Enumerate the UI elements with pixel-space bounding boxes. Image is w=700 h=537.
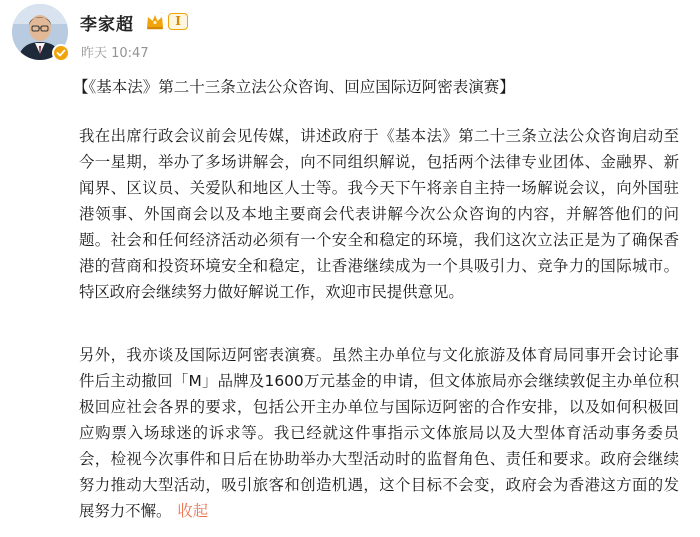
post-paragraph-1: 我在出席行政会议前会见传媒，讲述政府于《基本法》第二十三条立法公众咨询启动至今一星期，举办了多场讲解会，向不同组织解说，包括两个法律专业团体、金融界、新闻界、区议员、关爱队和地区人士等。我今天下午将亲自主持一场解说会议，向外国驻港领事、外国商会以及本地主要商会代表讲解今次公众咨询的内容，并解答他们的问题。社会和任何经济活动必须有一个安全和稳定的环境，我们这次立法正是为了确保香港的营商和投资环境安全和稳定，让香港继续成为一个具吸引力、竞争力的国际城市。特区政府会继续努力做好解说工作，欢迎市民提供意见。 — [79, 127, 679, 301]
author-name[interactable]: 李家超 — [80, 15, 134, 35]
collapse-link[interactable]: 收起 — [177, 502, 209, 520]
post-timestamp[interactable]: 昨天 10:47 — [81, 46, 149, 61]
post-title: 【《基本法》第二十三条立法公众咨询、回应国际迈阿密表演赛】 — [73, 78, 515, 96]
avatar[interactable] — [12, 4, 68, 60]
level-badge-icon[interactable]: I — [168, 13, 188, 30]
post-paragraph-2 — [79, 342, 679, 524]
crown-icon[interactable] — [145, 11, 165, 31]
post-paragraph-2-text: 另外，我亦谈及国际迈阿密表演赛。虽然主办单位与文化旅游及体育局同事开会讨论事件后主动撤回「M」品牌及1600万元基金的申请，但文体旅局亦会继续敦促主办单位积极回应社会各界的要求，包括公开主办单位与国际迈阿密的合作安排，以及如何积极回应购票入场球迷的诉求等。我已经就这件事指示文体旅局以及大型体育活动事务委员会，检视今次事件和日后在协助举办大型活动时的监督角色、责任和要求。政府会继续努力推动大型活动，吸引旅客和创造机遇，这个目标不会变，政府会为香港这方面的发展努力不懈。 — [79, 346, 679, 520]
verified-badge-icon — [52, 44, 70, 62]
author-badges — [145, 11, 188, 31]
